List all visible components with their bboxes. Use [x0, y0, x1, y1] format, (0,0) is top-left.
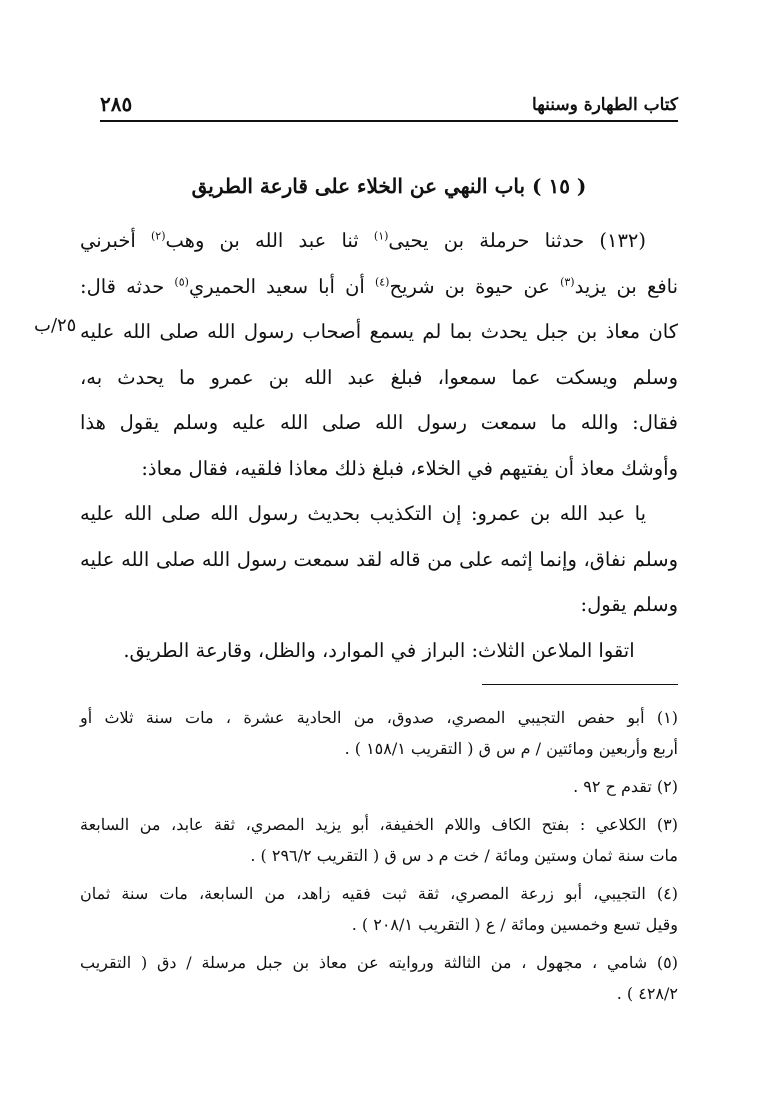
manuscript-folio-note: ٢٥/ب [34, 315, 77, 336]
text-line: كان معاذ بن جبل يحدث بما لم يسمع أصحاب رسول الله صلى الله عليه [80, 320, 678, 343]
footnote-line: وقيل تسع وخمسين ومائة / ع ( التقريب ٢٠٨/١ ) . [351, 915, 678, 934]
footnote-divider [482, 684, 678, 685]
text-line: وسلم نفاق، وإنما إثمه على من قاله لقد سمعت رسول الله صلى الله عليه [80, 547, 678, 571]
footnote-ref: (٤) [374, 275, 390, 288]
text-segment: عن حيوة بن شريح [389, 274, 561, 298]
text-line [80, 264, 678, 310]
footnote-ref: (٢) [151, 229, 166, 243]
page-number: ٢٨٥ [100, 92, 133, 116]
text-segment: أخبرني [80, 229, 151, 252]
text-line: فقال: والله ما سمعت رسول الله صلى الله عليه وسلم يقول هذا [80, 411, 678, 434]
footnote [80, 947, 678, 1009]
footnote-ref: (١) [373, 229, 389, 243]
footnote-ref: (٥) [174, 275, 189, 288]
text-segment: حدثه قال: [80, 274, 175, 298]
text-line [80, 218, 678, 264]
footnote [80, 878, 678, 940]
text-line: يا عبد الله بن عمرو: إن التكذيب بحديث رسول الله صلى الله عليه [80, 502, 646, 525]
text-line: وسلم ويسكت عما سمعوا، فبلغ عبد الله بن عمرو ما يحدث به، [80, 365, 678, 389]
footnote-line: (١) أبو حفص التجيبي المصري، صدوق، من الحادية عشرة ، مات سنة ثلاث أو [80, 708, 678, 727]
footnote [80, 702, 678, 764]
footnote-line: (٢) تقدم ح ٩٢ . [573, 777, 678, 796]
hadith-text [80, 218, 678, 673]
footnote-line: (٥) شامي ، مجهول ، من الثالثة وروايته عن معاذ بن جبل مرسلة / دق ( التقريب [80, 953, 678, 972]
footnote-line: مات سنة ثمان وستين ومائة / خت م د س ق ( التقريب ٢٩٦/٢ ) . [250, 846, 678, 865]
text-segment: (١٣٢) حدثنا حرملة بن يحيى [388, 229, 646, 252]
footnote [80, 771, 678, 802]
text-segment: نافع بن يزيد [574, 274, 679, 298]
running-header [100, 92, 678, 122]
text-line: وأوشك معاذ أن يفتيهم في الخلاء، فبلغ ذلك معاذا فلقيه، فقال معاذ: [141, 456, 678, 480]
text-segment: ثنا عبد الله بن وهب [165, 229, 374, 252]
footnotes [80, 702, 678, 1016]
footnote-ref: (٣) [560, 275, 575, 288]
footnote-line: ٤٢٨/٢ ) . [616, 984, 678, 1003]
footnote-line: (٣) الكلاعي : بفتح الكاف واللام الخفيفة، أبو يزيد المصري، ثقة عابد، من السابعة [80, 815, 678, 834]
footnote-line: (٤) التجيبي، أبو زرعة المصري، ثقة ثبت فقيه زاهد، من السابعة، مات سنة ثمان [80, 884, 678, 903]
footnote [80, 809, 678, 871]
footnote-line: أربع وأربعين ومائتين / م س ق ( التقريب ١٥٨/١ ) . [344, 739, 678, 758]
text-line: اتقوا الملاعن الثلاث: البراز في الموارد، والظل، وقارعة الطريق. [123, 638, 635, 662]
text-segment: أن أبا سعيد الحميري [188, 274, 375, 298]
header-title: كتاب الطهارة وسننها [532, 95, 678, 115]
text-line: وسلم يقول: [580, 593, 678, 616]
chapter-title: ( ١٥ ) باب النهي عن الخلاء على قارعة الطريق [191, 174, 587, 198]
